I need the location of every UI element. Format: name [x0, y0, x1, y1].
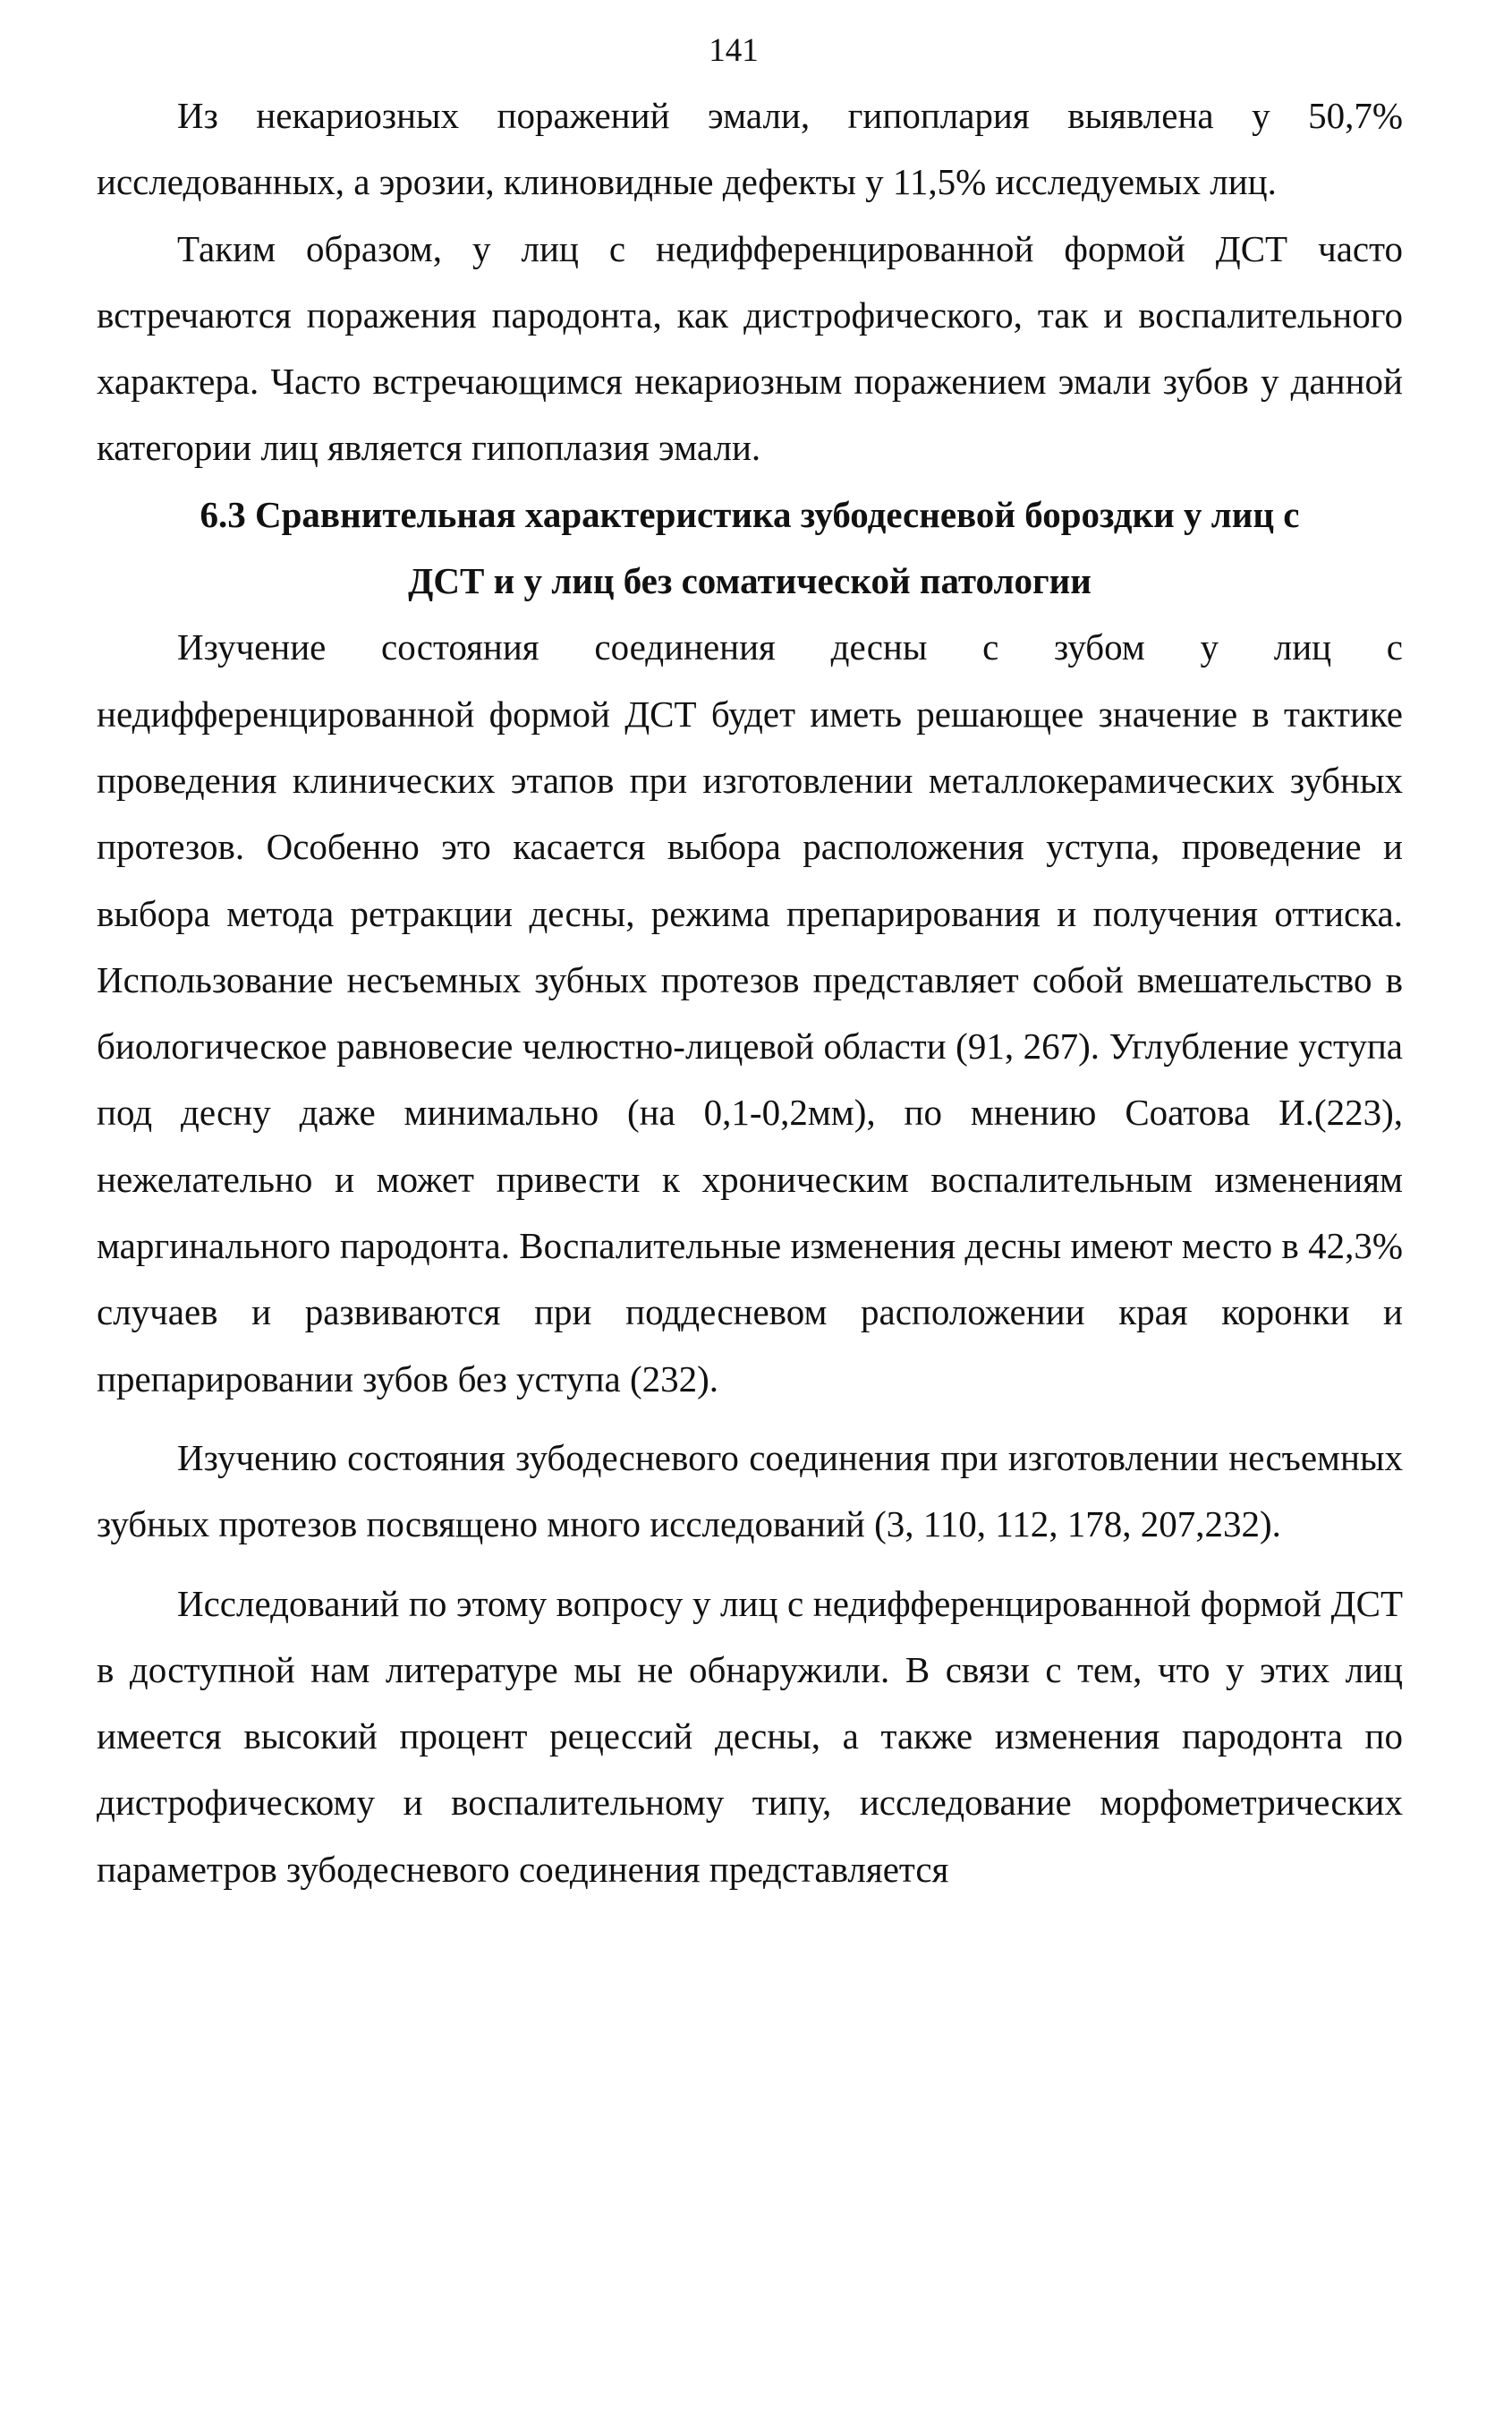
paragraph-conclusion: Таким образом, у лиц с недифференцированной формой ДСТ часто встречаются поражения пародонта, как дистрофического, так и воспалительного характера. Часто встречающимся некариозным поражением эмали зубов у данной категории лиц является гипоплазия эмали.	[97, 227, 1403, 469]
section-heading-line-2: ДСТ и у лиц без соматической патологии	[408, 560, 1092, 602]
page-number: 141	[709, 32, 759, 69]
paragraph-gingival-junction-study: Изучение состояния соединения десны с зубом у лиц с недифференцированной формой ДСТ будет иметь решающее значение в тактике проведения клинических этапов при изготовлении металлокерамических зубных протезов. Особенно это касается выбора расположения уступа, проведение и выбора метода ретракции десны, режима препарирования и получения оттиска. Использование несъемных зубных протезов представляет собой вмешательство в биологическое равновесие челюстно-лицевой области (91, 267). Углубление уступа под десну даже минимально (на 0,1-0,2мм), по мнению Соатова И.(223), нежелательно и может привести к хроническим воспалительным изменениям маргинального пародонта. Воспалительные изменения десны имеют место в 42,3% случаев и развиваются при поддесневом расположении края коронки и препарировании зубов без уступа (232).	[97, 626, 1403, 1399]
paragraph-noncarious-lesions: Из некариозных поражений эмали, гипоплария выявлена у 50,7% исследованных, а эрозии, клиновидные дефекты у 11,5% исследуемых лиц.	[97, 95, 1403, 203]
page-body	[97, 82, 1403, 1902]
paragraph-research-gap: Исследований по этому вопросу у лиц с недифференцированной формой ДСТ в доступной нам литературе мы не обнаружили. В связи с тем, что у этих лиц имеется высокий процент рецессий десны, а также изменения пародонта по дистрофическому и воспалительному типу, исследование морфометрических параметров зубодесневого соединения представляется	[97, 1582, 1403, 1890]
paragraph-research-references: Изучению состояния зубодесневого соединения при изготовлении несъемных зубных протезов посвящено много исследований (3, 110, 112, 178, 207,232).	[97, 1436, 1403, 1545]
section-heading-line-1: 6.3 Сравнительная характеристика зубодесневой бороздки у лиц с	[200, 493, 1300, 535]
